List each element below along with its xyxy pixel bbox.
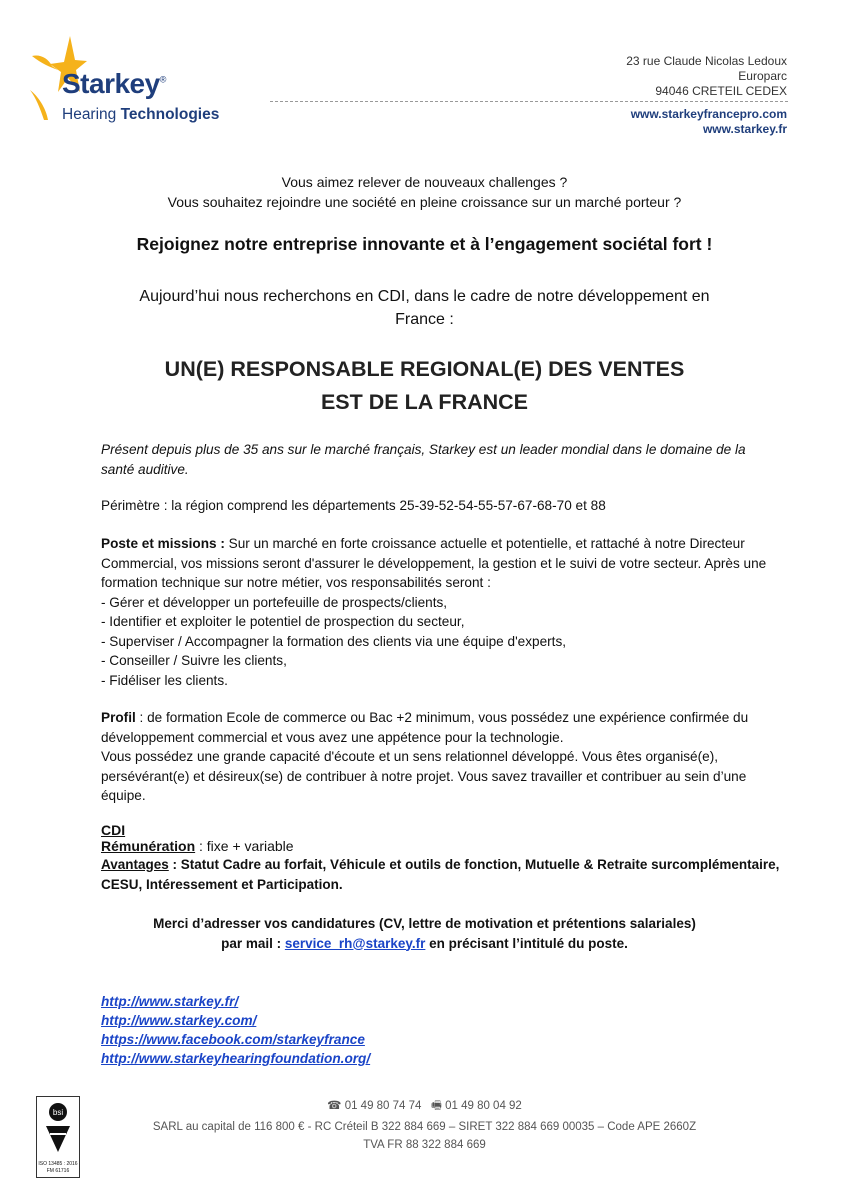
brand-name: Starkey (62, 68, 160, 99)
email-link[interactable]: service_rh@starkey.fr (284, 935, 426, 951)
intro-questions: Vous aimez relever de nouveaux challenges ? Vous souhaitez rejoindre une société en pleine croissance sur un marché porteur ? (167, 174, 682, 210)
application-instructions: Merci d’adresser vos candidatures (CV, lettre de motivation et prétentions salariales) par mail : service_rh@starkey.fr en précisant l’intitulé du poste. (153, 916, 696, 951)
benefits: Avantages : Statut Cadre au forfait, Véhicule et outils de fonction, Mutuelle & Retraite surcomplémentaire, CESU, Intéressement et Participation. (101, 857, 780, 892)
link-foundation[interactable]: http://www.starkeyhearingfoundation.org/ (101, 1051, 371, 1066)
fax-icon: 🖷 (431, 1100, 442, 1112)
profile-label: Profil (101, 710, 136, 725)
missions-list (101, 593, 781, 691)
phone-number: 01 49 80 74 74 (344, 1100, 422, 1112)
list-item: - Conseiller / Suivre les clients, (101, 653, 287, 668)
contract-type: CDI (101, 822, 126, 838)
company-websites (631, 107, 787, 137)
website-link[interactable]: www.starkey.fr (702, 122, 787, 136)
perimeter: Périmètre : la région comprend les départements 25-39-52-54-55-57-67-68-70 et 88 (101, 498, 606, 513)
bsi-fm-text: FM 61716 (46, 1168, 70, 1174)
list-item: - Fidéliser les clients. (101, 672, 228, 688)
list-item: - Gérer et développer un portefeuille de prospects/clients, (101, 594, 448, 610)
company-presentation: Présent depuis plus de 35 ans sur le marché français, Starkey est un leader mondial dans le domaine de la santé auditive. (101, 442, 746, 477)
starkey-logo: Starkey® Hearing Technologies (28, 34, 243, 134)
fax-number: 01 49 80 04 92 (445, 1100, 522, 1112)
phone-icon: ☎ (327, 1100, 342, 1112)
header-divider (270, 101, 788, 102)
bsi-mark-text: bsi (52, 1108, 64, 1117)
headline: Rejoignez notre entreprise innovante et à l’engagement sociétal fort ! (136, 234, 713, 254)
missions-section: Poste et missions : Sur un marché en forte croissance actuelle et potentielle, et rattaché à notre Directeur Commercial, vos missions seront d'assurer le développement, la gestion et le suivi de votre secteur. Après une formation technique sur notre métier, vos responsabilités seront : - Gérer et développer un portefeuille de prospects/clients, - Identifier et exploiter le potentiel de prospection du secteur, - Superviser / Accompagner la formation des clients via une équipe d'experts, - Conseiller / Suivre les clients, - Fidéliser les clients. (101, 534, 781, 690)
list-item: - Superviser / Accompagner la formation des clients via une équipe d'experts, (101, 633, 567, 649)
link-starkey-fr[interactable]: http://www.starkey.fr/ (101, 994, 239, 1009)
link-starkey-com[interactable]: http://www.starkey.com/ (101, 1013, 257, 1028)
list-item: - Identifier et exploiter le potentiel de prospection du secteur, (101, 614, 465, 629)
legal-info: SARL au capital de 116 800 € - RC Créteil B 322 884 669 – SIRET 322 884 669 00035 – Code APE 2660Z TVA FR 88 322 884 669 (152, 1121, 697, 1151)
bsi-cert-text: ISO 13485 : 2016 (38, 1161, 78, 1167)
profile-section: Profil : de formation Ecole de commerce ou Bac +2 minimum, vous possédez une expérience confirmée du développement commercial et vous avez une appétence pour la technologie. Vous possédez une grande capacité d'écoute et un sens relationnel développé. Vous êtes organisé(e), persévérant(e) et désireux(se) de contribuer à notre projet. Vous savez travailler et contribuer au sein d’une équipe. (101, 710, 749, 803)
contact-numbers (0, 1098, 849, 1117)
missions-label: Poste et missions : (101, 536, 225, 551)
job-title: UN(E) RESPONSABLE REGIONAL(E) DES VENTES EST DE LA FRANCE (164, 357, 685, 414)
website-link[interactable]: www.starkeyfrancepro.com (630, 107, 787, 121)
company-address: 23 rue Claude Nicolas Ledoux Europarc 94046 CRETEIL CEDEX (626, 54, 787, 98)
link-facebook[interactable]: https://www.facebook.com/starkeyfrance (101, 1032, 365, 1047)
remuneration: Rémunération : fixe + variable (101, 838, 294, 854)
search-intro: Aujourd’hui nous recherchons en CDI, dans le cadre de notre développement en France : (139, 288, 710, 328)
brand-tagline: Hearing Technologies (62, 106, 220, 123)
external-links (101, 992, 370, 1068)
contract-section (101, 822, 781, 894)
